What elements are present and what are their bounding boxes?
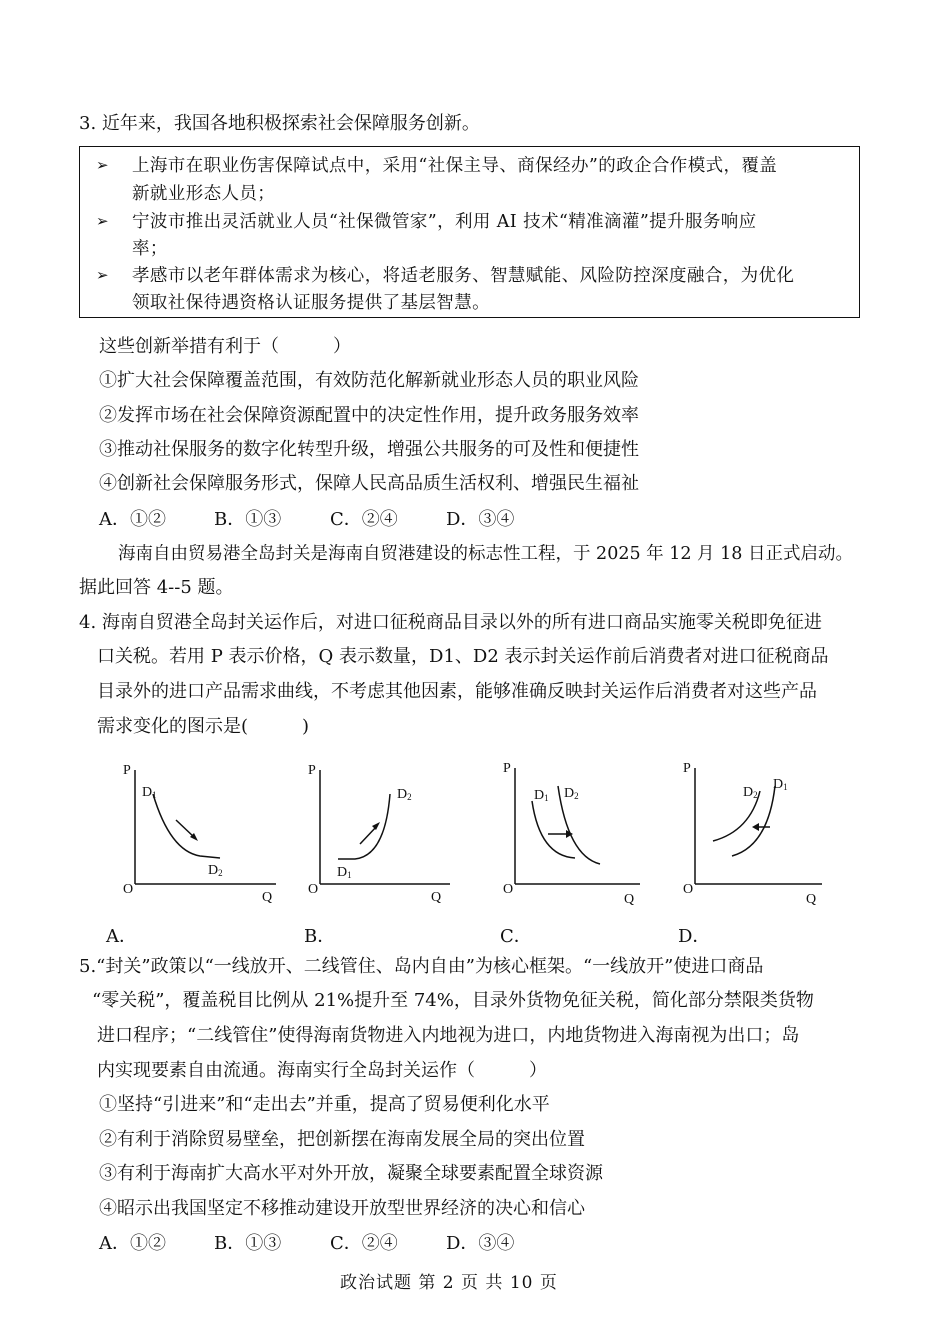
q5-line-2: “零关税”，覆盖税目比例从 21%提升至 74%，目录外货物免征关税，简化部分禁限类货物 [92,990,814,1011]
axis-label-p: P [123,763,131,778]
graph-d [680,756,840,906]
box-item-3-line2: 领取社保待遇资格认证服务提供了基层智慧。 [132,293,490,313]
q4-option-c[interactable]: C． [500,926,532,947]
curve-label-d1 [773,777,788,792]
label-sub: 2 [407,792,412,802]
axis-label-q: Q [806,892,817,907]
q3-stem: 3. 近年来，我国各地积极探索社会保障服务创新。 [79,113,480,134]
curve-label-d1 [337,865,352,880]
arrow-head [372,822,380,830]
curve-label-d2 [208,863,223,878]
box-item-1-line1: 上海市在职业伤害保障试点中，采用“社保主导、商保经办”的政企合作模式，覆盖 [132,156,778,176]
q5-statement-3: ③有利于海南扩大高水平对外开放，凝聚全球要素配置全球资源 [99,1163,603,1184]
label-main: D [773,777,784,792]
curve-label-d2 [397,787,412,802]
box-item-1-line2: 新就业形态人员； [132,184,276,204]
curve-label-d2 [743,785,758,800]
graph-a [120,756,280,906]
origin-label: O [683,882,694,897]
q5-statement-1: ①坚持“引进来”和“走出去”并重，提高了贸易便利化水平 [99,1094,550,1115]
box-item-3-line1: 孝感市以老年群体需求为核心，将适老服务、智慧赋能、风险防控深度融合，为优化 [132,266,795,286]
q5-option-c[interactable]: C．②④ [330,1233,398,1254]
curve-label-d1 [534,788,549,803]
label-sub: 1 [783,782,788,792]
intro-line-2: 据此回答 4--5 题。 [79,577,234,598]
axis-label-p: P [503,761,511,776]
page-footer: 政治试题 第 2 页 共 10 页 [340,1273,558,1293]
label-sub: 2 [574,791,579,801]
label-main: D [208,863,219,878]
shift-arrow [360,826,377,844]
q5-line-3: 进口程序；“二线管住”使得海南货物进入内地视为进口，内地货物进入海南视为出口；岛 [97,1025,800,1046]
q3-statement-4: ④创新社会保障服务形式，保障人民高品质生活权利、增强民生福祉 [99,473,639,494]
q3-question: 这些创新举措有利于（ ） [99,336,351,357]
label-sub: 1 [544,793,549,803]
axis-label-p: P [683,761,691,776]
demand-curve [153,794,220,858]
bullet-icon: ➢ [96,156,109,174]
graph-b [305,756,465,906]
q5-option-b[interactable]: B．①③ [214,1233,282,1254]
q3-option-a[interactable]: A．①② [99,509,166,530]
q3-statement-2: ②发挥市场在社会保障资源配置中的决定性作用，提升政务服务效率 [99,405,639,426]
q5-option-d[interactable]: D．③④ [446,1233,515,1254]
origin-label: O [503,882,514,897]
label-sub: 1 [347,870,352,880]
q5-option-a[interactable]: A．①② [99,1233,166,1254]
q5-line-4: 内实现要素自由流通。海南实行全岛封关运作（ ） [97,1060,547,1081]
demand-curve [338,794,390,859]
label-main: D [337,865,348,880]
graph-b-diagram [305,756,465,906]
q3-statement-3: ③推动社保服务的数字化转型升级，增强公共服务的可及性和便捷性 [99,439,639,460]
label-main: D [534,788,545,803]
label-main: D [142,785,153,800]
curve-label-d2 [564,786,579,801]
axis-label-q: Q [624,892,635,907]
q3-statement-1: ①扩大社会保障覆盖范围，有效防范化解新就业形态人员的职业风险 [99,370,639,391]
q4-option-b[interactable]: B． [304,926,336,947]
axis-label-q: Q [262,890,273,905]
graph-a-diagram [120,756,280,906]
graph-d-diagram [680,756,840,906]
q5-statement-4: ④昭示出我国坚定不移推动建设开放型世界经济的决心和信心 [99,1198,585,1219]
q4-line-4: 需求变化的图示是( ) [97,716,310,737]
graph-c [500,756,660,906]
origin-label: O [123,882,134,897]
bullet-icon: ➢ [96,212,109,230]
q4-line-2: 口关税。若用 P 表示价格，Q 表示数量，D1、D2 表示封关运作前后消费者对进口征税商品 [97,646,829,667]
q4-line-3: 目录外的进口产品需求曲线，不考虑其他因素，能够准确反映封关运作后消费者对这些产品 [97,681,817,702]
box-item-2-line2: 率； [132,239,168,259]
graph-c-diagram [500,756,660,906]
box-item-2-line1: 宁波市推出灵活就业人员“社保微管家”，利用 AI 技术“精准滴灌”提升服务响应 [132,212,757,232]
q5-statement-2: ②有利于消除贸易壁垒，把创新摆在海南发展全局的突出位置 [99,1129,585,1150]
label-sub: 2 [218,868,223,878]
label-main: D [397,787,408,802]
q3-option-c[interactable]: C．②④ [330,509,398,530]
q4-option-a[interactable]: A． [106,926,137,947]
bullet-icon: ➢ [96,266,109,284]
intro-line-1: 海南自由贸易港全岛封关是海南自贸港建设的标志性工程，于 2025 年 12 月 18 日正式启动。 [118,544,853,564]
axis-label-p: P [308,763,316,778]
arrow-head [752,823,759,831]
q5-line-1: 5.“封关”政策以“一线放开、二线管住、岛内自由”为核心框架。“一线放开”使进口商品 [79,956,764,977]
curve-label-d1 [142,785,157,800]
label-main: D [564,786,575,801]
label-sub: 1 [152,790,157,800]
q3-option-b[interactable]: B．①③ [214,509,282,530]
q3-option-d[interactable]: D．③④ [446,509,515,530]
label-main: D [743,785,754,800]
q4-line-1: 4. 海南自贸港全岛封关运作后，对进口征税商品目录以外的所有进口商品实施零关税即免征进 [79,612,822,633]
q4-option-d[interactable]: D． [678,926,711,947]
origin-label: O [308,882,319,897]
label-sub: 2 [753,790,758,800]
axis-label-q: Q [431,890,442,905]
